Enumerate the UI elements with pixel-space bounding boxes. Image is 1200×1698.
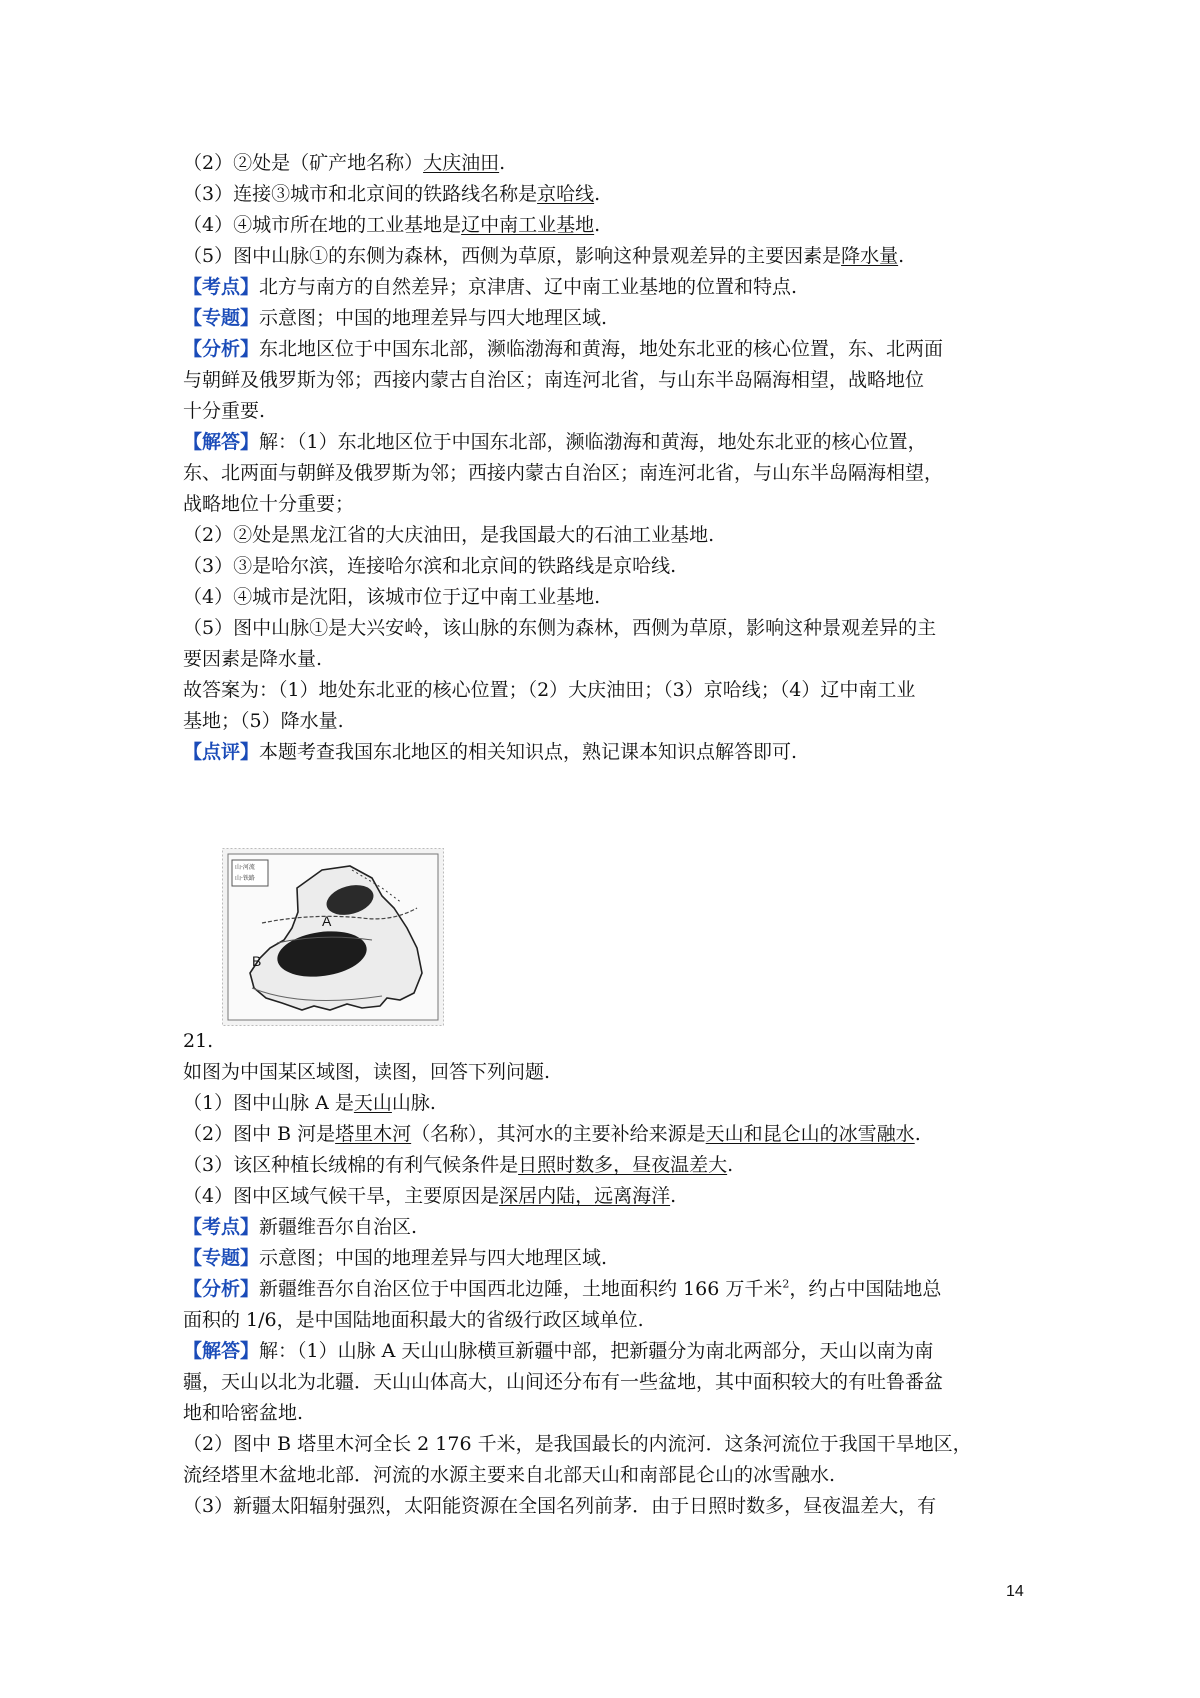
q20-item-3: （3）连接③城市和北京间的铁路线名称是京哈线.	[183, 183, 601, 205]
q21-jieda-line: 疆，天山以北为北疆．天山山体高大，山间还分布有一些盆地，其中面积较大的有吐鲁番盆	[183, 1371, 944, 1393]
q21-jieda-line: （2）图中 B 塔里木河全长 2 176 千米，是我国最长的内流河．这条河流位于我国干旱地区，	[183, 1433, 972, 1455]
q21-jieda-line: 【解答】解：（1）山脉 A 天山山脉横亘新疆中部，把新疆分为南北两部分，天山以南为南	[183, 1340, 934, 1362]
q21-fenxi-line: 面积的 1/6，是中国陆地面积最大的省级行政区域单位.	[183, 1309, 644, 1331]
xinjiang-region-map	[222, 848, 444, 1026]
answer-blank: 天山	[353, 1092, 392, 1114]
question-number: 21.	[183, 1030, 214, 1052]
q20-jieda-line: 【解答】解：（1）东北地区位于中国东北部，濒临渤海和黄海，地处东北亚的核心位置，	[183, 431, 927, 453]
answer-blank: 塔里木河	[335, 1123, 412, 1145]
q20-zhuanti: 【专题】示意图；中国的地理差异与四大地理区域.	[183, 307, 608, 329]
answer-blank: 大庆油田	[423, 152, 500, 174]
q20-jieda-line: （2）②处是黑龙江省的大庆油田，是我国最大的石油工业基地.	[183, 524, 715, 546]
question-21-section	[183, 1026, 1033, 1522]
section-tag: 【考点】	[183, 276, 260, 298]
q20-jieda-line: 要因素是降水量.	[183, 648, 323, 670]
q20-fenxi-line: 【分析】东北地区位于中国东北部，濒临渤海和黄海，地处东北亚的核心位置，东、北两面	[183, 338, 944, 360]
answer-blank: 降水量	[841, 245, 899, 267]
q20-fenxi-line: 十分重要.	[183, 400, 266, 422]
answer-blank: 深居内陆，远离海洋	[499, 1185, 671, 1207]
section-tag: 【分析】	[183, 338, 260, 360]
q21-jieda-line: 流经塔里木盆地北部．河流的水源主要来自北部天山和南部昆仑山的冰雪融水.	[183, 1464, 836, 1486]
q21-item-4: （4）图中区域气候干旱，主要原因是深居内陆，远离海洋.	[183, 1185, 677, 1207]
q21-jieda-line: 地和哈密盆地.	[183, 1402, 304, 1424]
section-tag: 【考点】	[183, 1216, 260, 1238]
section-tag: 【解答】	[183, 1340, 260, 1362]
section-tag: 【分析】	[183, 1278, 260, 1300]
q20-item-2: （2）②处是（矿产地名称）大庆油田.	[183, 152, 506, 174]
answer-blank: 京哈线	[537, 183, 595, 205]
q20-jieda-line: （4）④城市是沈阳，该城市位于辽中南工业基地.	[183, 586, 601, 608]
section-tag: 【点评】	[183, 741, 260, 763]
page-number: 14	[1006, 1583, 1024, 1600]
q21-jieda-line: （3）新疆太阳辐射强烈，太阳能资源在全国名列前茅．由于日照时数多，昼夜温差大，有	[183, 1495, 937, 1517]
q21-item-1: （1）图中山脉 A 是天山山脉.	[183, 1092, 436, 1114]
q21-fenxi-line: 【分析】新疆维吾尔自治区位于中国西北边陲，土地面积约 166 万千米$^2$，约占中国陆地总	[183, 1277, 942, 1300]
map-legend-text: 山·河流	[235, 864, 255, 871]
question-20-answer-section	[183, 148, 1033, 768]
superscript: 2	[782, 1277, 790, 1291]
q21-item-3: （3）该区种植长绒棉的有利气候条件是日照时数多，昼夜温差大.	[183, 1154, 734, 1176]
answer-blank: 辽中南工业基地	[461, 214, 595, 236]
map-legend-text: 山·铁路	[235, 875, 255, 882]
q20-dianping: 【点评】本题考查我国东北地区的相关知识点，熟记课本知识点解答即可.	[183, 741, 798, 763]
q20-jieda-line: 东、北两面与朝鲜及俄罗斯为邻；西接内蒙古自治区；南连河北省，与山东半岛隔海相望，	[183, 462, 944, 484]
answer-blank: 天山和昆仑山的冰雪融水	[705, 1123, 915, 1145]
q20-item-4: （4）④城市所在地的工业基地是辽中南工业基地.	[183, 214, 601, 236]
q20-jieda-line: （3）③是哈尔滨，连接哈尔滨和北京间的铁路线是京哈线.	[183, 555, 677, 577]
q20-jieda-line: （5）图中山脉①是大兴安岭，该山脉的东侧为森林，西侧为草原，影响这种景观差异的主	[183, 617, 937, 639]
section-tag: 【专题】	[183, 1247, 260, 1269]
answer-blank: 日照时数多，昼夜温差大	[518, 1154, 728, 1176]
q20-jieda-line: 战略地位十分重要；	[183, 493, 355, 515]
label-b: B	[252, 953, 262, 969]
q21-kaodian: 【考点】新疆维吾尔自治区.	[183, 1216, 418, 1238]
question-stem: 如图为中国某区域图，读图，回答下列问题.	[183, 1061, 551, 1083]
q21-zhuanti: 【专题】示意图；中国的地理差异与四大地理区域.	[183, 1247, 608, 1269]
q20-item-5: （5）图中山脉①的东侧为森林，西侧为草原，影响这种景观差异的主要因素是降水量.	[183, 245, 905, 267]
q21-item-2: （2）图中 B 河是塔里木河（名称），其河水的主要补给来源是天山和昆仑山的冰雪融水.	[183, 1123, 921, 1145]
q20-jieda-line: 故答案为：（1）地处东北亚的核心位置；（2）大庆油田；（3）京哈线；（4）辽中南工业	[183, 679, 916, 701]
q20-jieda-line: 基地；（5）降水量.	[183, 710, 344, 732]
q20-fenxi-line: 与朝鲜及俄罗斯为邻；西接内蒙古自治区；南连河北省，与山东半岛隔海相望，战略地位	[183, 369, 925, 391]
section-tag: 【解答】	[183, 431, 260, 453]
section-tag: 【专题】	[183, 307, 260, 329]
q20-kaodian: 【考点】北方与南方的自然差异；京津唐、辽中南工业基地的位置和特点.	[183, 276, 798, 298]
label-a: A	[322, 913, 332, 929]
